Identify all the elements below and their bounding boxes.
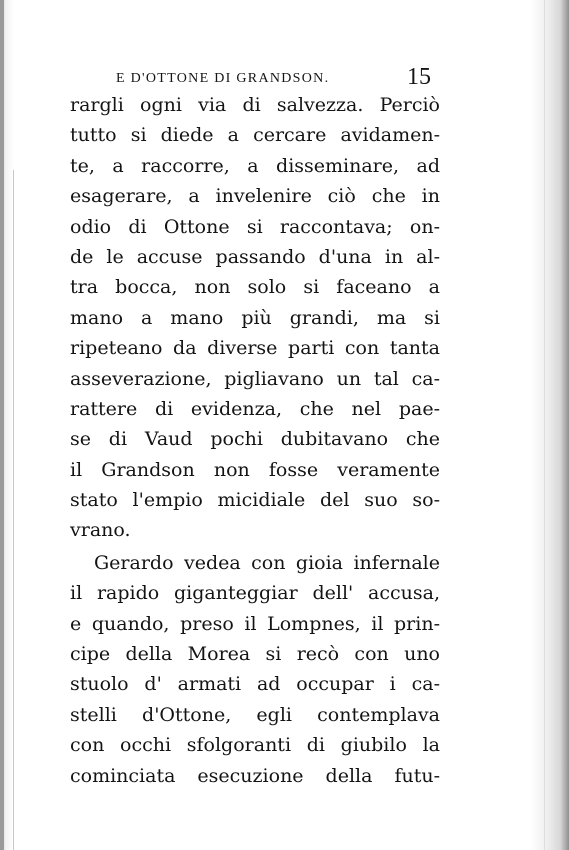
right-page-edge <box>561 0 569 850</box>
paragraph-1-line-12: se di Vaud pochi dubitavano che <box>70 428 440 451</box>
paragraph-1-line-13: il Grandson non fosse veramente <box>70 458 440 481</box>
paragraph-1-line-1: rargli ogni via di salvezza. Perciò <box>70 94 440 116</box>
paragraph-1-line-10: asseverazione, pigliavano un tal ca- <box>70 367 440 390</box>
paragraph-1-line-6: de le accuse passando d'una in al- <box>70 245 440 268</box>
paragraph-1-line-9: ripeteano da diverse parti con tanta <box>70 337 440 360</box>
paragraph-1-line-8: mano a mano più grandi, ma si <box>70 306 440 329</box>
gutter-shadow <box>13 170 14 850</box>
paragraph-2-line-7: con occhi sfolgoranti di giubilo la <box>70 734 440 757</box>
paragraph-2-line-3: e quando, preso il Lompnes, il prin- <box>70 612 440 635</box>
paragraph-1-line-4: esagerare, a invelenire ciò che in <box>70 185 440 208</box>
body-text <box>70 90 440 791</box>
paragraph-1-line-11: rattere di evidenza, che nel pae- <box>70 397 440 420</box>
paragraph-1-line-15: vrano. <box>70 519 131 542</box>
page-fold-line <box>544 0 545 850</box>
paragraph-2-line-1: Gerardo vedea con gioia infernale <box>94 551 440 574</box>
paragraph-2-line-4: cipe della Morea si recò con uno <box>70 643 440 666</box>
paragraph-1-line-5: odio di Ottone si raccontava; on- <box>70 215 440 238</box>
paragraph-1-line-7: tra bocca, non solo si faceano a <box>70 276 440 299</box>
paragraph-1-line-2: tutto si diede a cercare avidamen- <box>70 124 440 147</box>
paragraph-2-line-8: cominciata esecuzione della futu- <box>70 764 440 787</box>
paragraph-2-line-6: stelli d'Ottone, egli contemplava <box>70 703 440 726</box>
page-number: 15 <box>407 64 431 90</box>
paragraph-2-line-5: stuolo d' armati ad occupar i ca- <box>70 673 440 696</box>
paragraph-2-line-2: il rapido giganteggiar dell' accusa, <box>70 582 440 605</box>
running-title: E D'OTTONE DI GRANDSON. <box>116 71 330 86</box>
paragraph-1-line-14: stato l'empio micidiale del suo so- <box>70 489 440 512</box>
left-page-edge <box>0 0 4 850</box>
paragraph-1-line-3: te, a raccorre, a disseminare, ad <box>70 154 440 177</box>
